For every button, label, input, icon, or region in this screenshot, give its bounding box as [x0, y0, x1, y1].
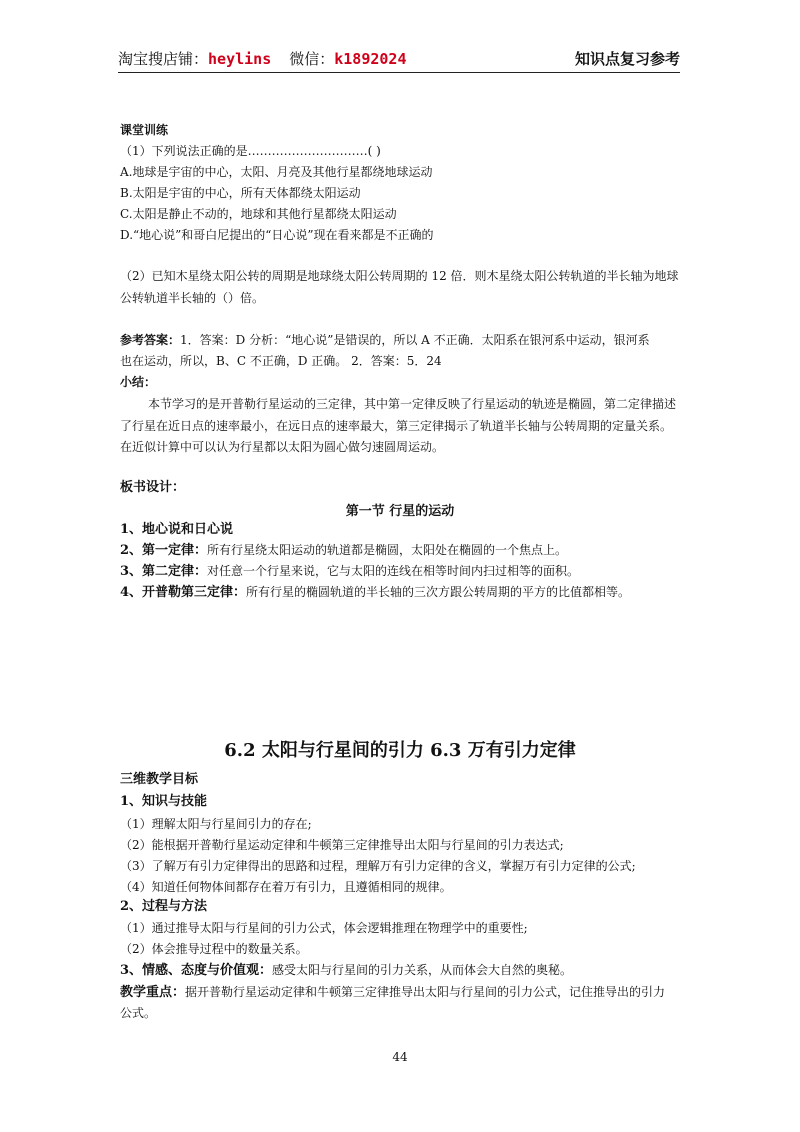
header-left — [118, 48, 407, 69]
wechat-label: 微信： — [289, 50, 335, 68]
board-label: 板书设计： — [120, 480, 186, 495]
goals-label: 三维教学目标 — [120, 772, 199, 787]
board-item-2-text: 所有行星绕太阳运动的轨道都是椭圆，太阳处在椭圆的一个焦点上。 — [207, 543, 568, 557]
option-c: C.太阳是静止不动的，地球和其他行星都绕太阳运动 — [120, 207, 397, 221]
key-point-label: 教学重点： — [120, 985, 186, 1000]
header-title: 知识点复习参考 — [574, 50, 680, 68]
board-item-4-head: 4、开普勒第三定律： — [120, 585, 247, 600]
practice-heading: 课堂训练 — [120, 123, 169, 137]
section-title: 6.2 太阳与行星间的引力 6.3 万有引力定律 — [224, 740, 576, 761]
summary-label: 小结： — [120, 375, 157, 389]
process-item-1: （1）通过推导太阳与行星间的引力公式，体会逻辑推理在物理学中的重要性; — [120, 921, 528, 935]
answer-line-1 — [120, 332, 650, 348]
process-item-2: （2）体会推导过程中的数量关系。 — [120, 942, 308, 956]
shop-id: heylins — [208, 50, 272, 68]
question-2-line-1: （2）已知木星绕太阳公转的周期是地球绕太阳公转周期的 12 倍．则木星绕太阳公转轨道的半长轴为地球 — [120, 269, 679, 283]
knowledge-item-1: （1）理解太阳与行星间引力的存在; — [120, 817, 312, 831]
emotion-head: 3、情感、态度与价值观： — [120, 963, 273, 978]
emotion-line — [120, 962, 572, 979]
board-item-4-text: 所有行星的椭圆轨道的半长轴的三次方跟公转周期的平方的比值都相等。 — [246, 585, 631, 599]
emotion-text: 感受太阳与行星间的引力关系，从而体会大自然的奥秘。 — [272, 963, 573, 977]
summary-line-2: 了行星在近日点的速率最小，在远日点的速率最大，第三定律揭示了轨道半长轴与公转周期的定量关系。 — [120, 419, 673, 433]
option-a: A.地球是宇宙的中心，太阳、月亮及其他行星都绕地球运动 — [120, 165, 433, 179]
key-point-text-1: 据开普勒行星运动定律和牛顿第三定律推导出太阳与行星间的引力公式，记住推导出的引力 — [185, 985, 666, 999]
board-item-1-head: 1、地心说和日心说 — [120, 522, 234, 537]
question-1: （1）下列说法正确的是…………………………( ) — [120, 144, 381, 158]
knowledge-head: 1、知识与技能 — [120, 794, 208, 809]
board-item-3 — [120, 563, 579, 580]
page-number: 44 — [392, 1050, 408, 1064]
question-2-line-2: 公转轨道半长轴的（）倍。 — [120, 291, 265, 305]
knowledge-item-3: （3）了解万有引力定律得出的思路和过程，理解万有引力定律的含义，掌握万有引力定律的公式; — [120, 859, 636, 873]
answer-label: 参考答案： — [120, 333, 181, 347]
process-head: 2、过程与方法 — [120, 899, 208, 914]
shop-label: 淘宝搜店铺： — [118, 50, 209, 68]
knowledge-item-2: （2）能根据开普勒行星运动定律和牛顿第三定律推导出太阳与行星间的引力表达式; — [120, 838, 564, 852]
board-item-1 — [120, 521, 233, 538]
key-point-line-1 — [120, 984, 665, 1001]
board-item-2 — [120, 542, 567, 559]
answer-text-1: 1．答案：D 分析：“地心说”是错误的，所以 A 不正确．太阳系在银河系中运动，银河系 — [180, 333, 650, 347]
board-item-3-head: 3、第二定律： — [120, 564, 208, 579]
page-header — [118, 46, 680, 73]
option-d: D.“地心说”和哥白尼提出的“日心说”现在看来都是不正确的 — [120, 228, 434, 242]
summary-line-3: 在近似计算中可以认为行星都以太阳为圆心做匀速圆周运动。 — [120, 440, 445, 454]
key-point-line-2: 公式。 — [120, 1006, 157, 1020]
wechat-id: k1892024 — [334, 50, 407, 68]
option-b: B.太阳是宇宙的中心，所有天体都绕太阳运动 — [120, 186, 361, 200]
board-item-3-text: 对任意一个行星来说，它与太阳的连线在相等时间内扫过相等的面积。 — [207, 564, 580, 578]
knowledge-item-4: （4）知道任何物体间都存在着万有引力，且遵循相同的规律。 — [120, 880, 452, 894]
summary-line-1: 本节学习的是开普勒行星运动的三定律，其中第一定律反映了行星运动的轨迹是椭圆，第二定律描述 — [148, 397, 677, 411]
board-item-4 — [120, 584, 630, 601]
board-item-2-head: 2、第一定律： — [120, 543, 208, 558]
board-title: 第一节 行星的运动 — [345, 504, 455, 519]
answer-line-2: 也在运动，所以，B、C 不正确，D 正确。 2．答案：5．24 — [120, 354, 442, 368]
